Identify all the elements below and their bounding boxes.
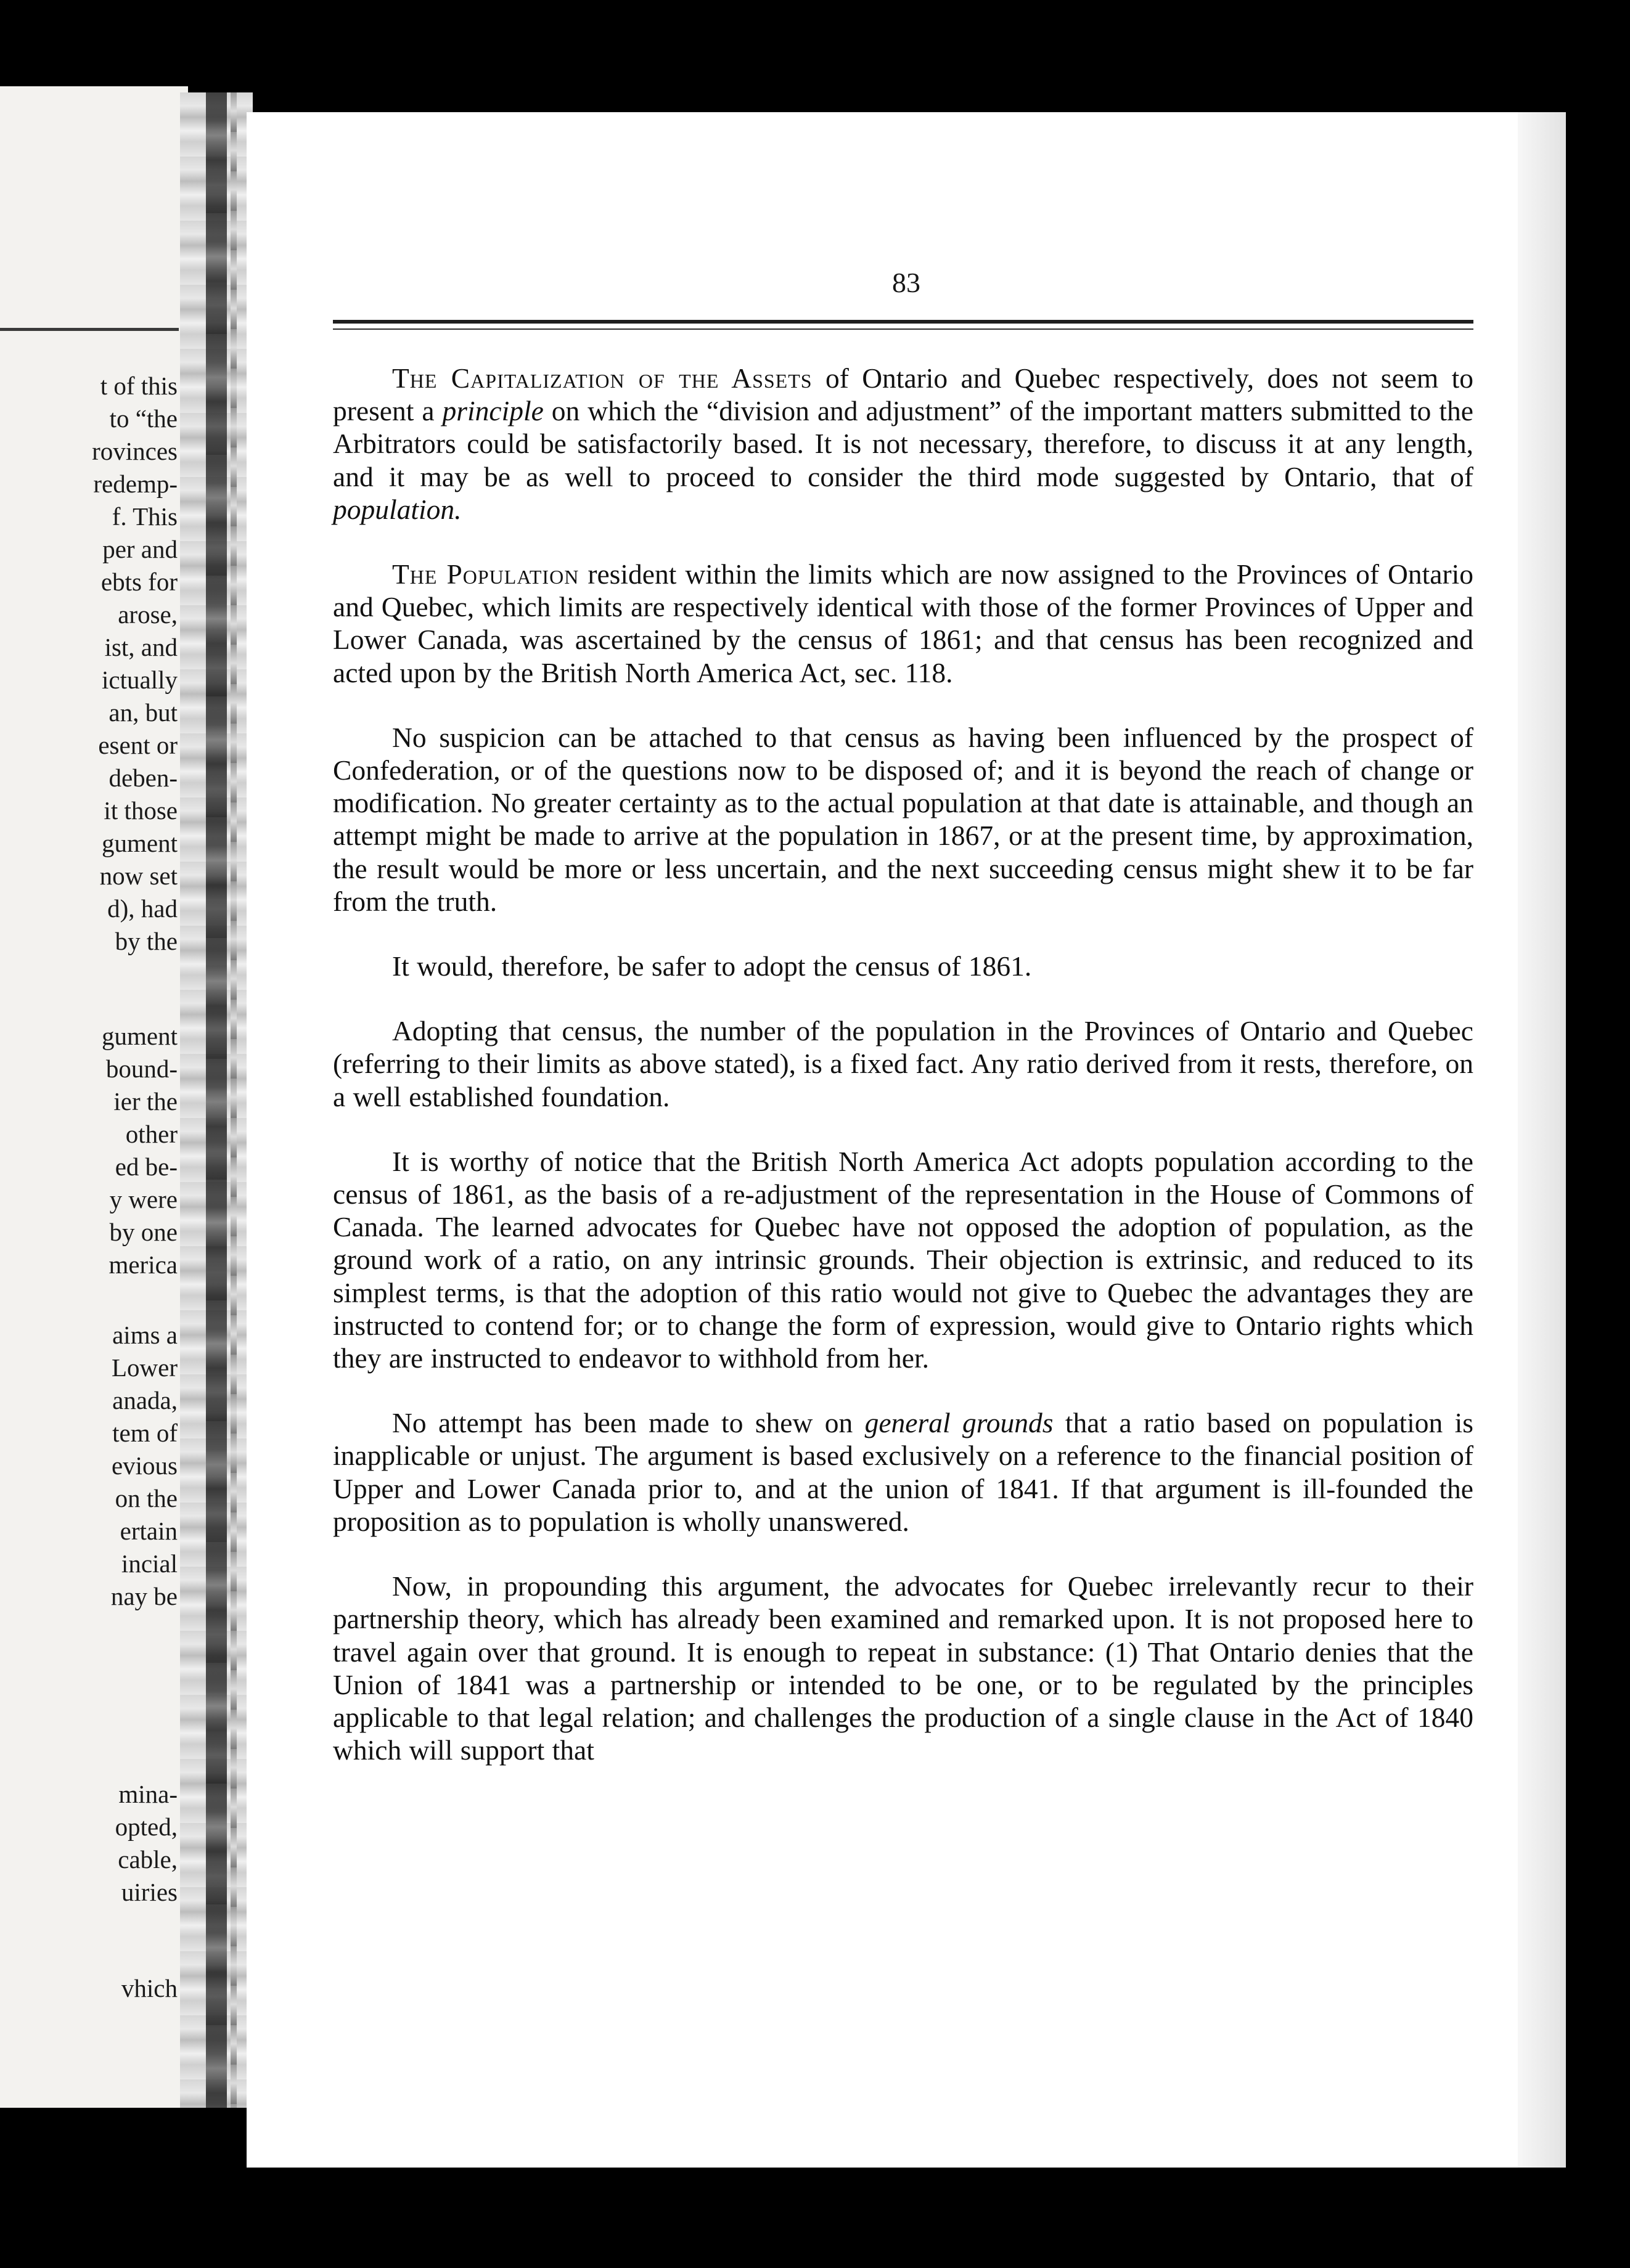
scan-background — [0, 2108, 247, 2268]
previous-page-line-fragment: anada, — [112, 1386, 178, 1414]
previous-page-line-fragment: Lower — [111, 1353, 178, 1382]
page-number: 83 — [892, 267, 920, 298]
previous-page-line-fragment: evious — [111, 1451, 178, 1480]
previous-page-line-fragment: esent or — [98, 731, 178, 759]
previous-page-fragments-mid — [0, 1020, 185, 1281]
page — [247, 112, 1566, 2168]
previous-page-line-fragment: rovinces — [92, 437, 178, 465]
previous-page-line-fragment: merica — [109, 1250, 178, 1279]
previous-page-line-fragment: to “the — [109, 404, 178, 433]
previous-page-line-fragment: other — [125, 1120, 178, 1148]
emphasis-general-grounds: general grounds — [864, 1407, 1054, 1439]
emphasis-principle: principle — [442, 395, 544, 427]
previous-page-fragments-bottom — [0, 1972, 185, 2005]
previous-page-line-fragment: incial — [121, 1549, 178, 1578]
previous-page-line-fragment: cable, — [118, 1845, 178, 1874]
previous-page-line-fragment: aims a — [112, 1321, 178, 1349]
previous-page-line-fragment: t of this — [100, 372, 178, 400]
previous-page-line-fragment: now set — [99, 862, 178, 890]
body-text — [333, 362, 1473, 1766]
previous-page-line-fragment: opted, — [115, 1813, 178, 1841]
page-edge — [1518, 112, 1566, 2168]
previous-page-line-fragment: ebts for — [100, 568, 178, 596]
previous-page-fragments-top — [0, 370, 185, 958]
previous-page-fragments-low — [0, 1319, 185, 1613]
emphasis-population: population. — [333, 493, 462, 525]
paragraph-4: It would, therefore, be safer to adopt the census of 1861. — [392, 950, 1032, 982]
previous-page-line-fragment: by the — [115, 927, 178, 955]
previous-page-line-fragment: an, but — [109, 698, 178, 727]
previous-page-line-fragment: f. This — [112, 502, 178, 531]
previous-page-line-fragment: on the — [115, 1484, 178, 1512]
previous-page-line-fragment: ertain — [120, 1517, 178, 1545]
previous-page-fragments-lower — [0, 1778, 185, 1909]
previous-page-line-fragment: uiries — [121, 1878, 178, 1906]
paragraph-7: No attempt has been made to shew on general grounds that a ratio based on population is inapplicable or unjust. The argument is based exclusively on a reference to the financial position of Upper and Lower Canada prior to, and at the union of 1841. If that argument is ill-founded the proposition as to population is wholly unanswered. — [333, 1407, 1474, 1537]
previous-page-line-fragment: mina- — [118, 1780, 178, 1808]
previous-page-line-fragment: ier the — [113, 1087, 178, 1116]
paragraph-2-lead: The Population — [392, 558, 580, 590]
paragraph-1-lead: The Capitalization of the Assets — [392, 362, 813, 394]
paragraph-1: The Capitalization of the Assets of Ontario and Quebec respectively, does not seem to present a principle on which the “division and adjustment” of the important matters submitted to the Arbitrators could be satisfactorily based. It is not necessary, therefore, to discuss it at any length, and it may be as well to proceed to consider the third mode suggested by Ontario, that of population. — [333, 362, 1473, 525]
previous-page-line-fragment: gument — [102, 1022, 178, 1050]
paragraph-6: It is worthy of notice that the British North America Act adopts population according to the census of 1861, as the basis of a re-adjustment of the representation in the House of Commons of Canada. The learned advocates for Quebec have not opposed the adoption of population, as the ground work of a ratio, on any intrinsic grounds. Their objection is extrinsic, and reduced to its simplest terms, is that the adoption of this ratio would not give to Quebec the advantages they are instructed to contend for; or to change the form of expression, would give to Ontario rights which they are instructed to endeavor to withhold from her. — [333, 1145, 1473, 1374]
paragraph-3: No suspicion can be attached to that census as having been influenced by the prospect of Confederation, or of the questions now to be disposed of; and it is beyond the reach of change or modification. No greater certainty as to the actual population at that date is attainable, and though an attempt might be made to arrive at the population in 1867, or at the present time, by approximation, the result would be more or less uncertain, and the next succeeding census might shew it to be far from the truth. — [333, 721, 1473, 917]
previous-page-line-fragment: vhich — [121, 1974, 178, 2002]
header-double-rule — [333, 320, 1473, 330]
previous-page-line-fragment: deben- — [109, 764, 178, 792]
previous-page-line-fragment: per and — [102, 535, 178, 563]
paragraph-5: Adopting that census, the number of the population in the Provinces of Ontario and Quebec (referring to their limits as above stated), is a fixed fact. Any ratio derived from it rests, therefore, on a well established foundation. — [333, 1015, 1473, 1112]
previous-page-line-fragment: d), had — [107, 894, 178, 923]
paragraph-2: The Population resident within the limits which are now assigned to the Provinces of Ontario and Quebec, which limits are respectively identical with those of the former Provinces of Upper and Lower Canada, was ascertained by the census of 1861; and that census has been recognized and acted upon by the British North America Act, sec. 118. — [333, 558, 1473, 688]
previous-page-line-fragment: arose, — [118, 600, 178, 629]
previous-page-line-fragment: it those — [104, 796, 178, 825]
previous-page — [0, 86, 188, 2108]
previous-page-line-fragment: gument — [102, 829, 178, 857]
previous-page-line-fragment: ictually — [102, 666, 178, 694]
previous-page-line-fragment: ist, and — [104, 633, 178, 661]
previous-page-line-fragment: tem of — [112, 1419, 178, 1447]
previous-page-line-fragment: nay be — [110, 1582, 178, 1610]
paragraph-8: Now, in propounding this argument, the advocates for Quebec irrelevantly recur to their partnership theory, which has already been examined and remarked upon. It is not proposed here to travel again over that ground. It is enough to repeat in substance: (1) That Ontario denies that the Union of 1841 was a partnership or intended to be one, or to be regulated by the principles applicable to that legal relation; and challenges the production of a single clause in the Act of 1840 which will support that — [333, 1570, 1473, 1766]
previous-page-line-fragment: by one — [109, 1218, 178, 1246]
torn-binding-gutter — [180, 92, 253, 2126]
previous-page-line-fragment: ed be- — [115, 1152, 178, 1181]
previous-page-line-fragment: bound- — [105, 1054, 178, 1083]
previous-page-line-fragment: y were — [109, 1185, 178, 1214]
previous-page-line-fragment: redemp- — [93, 470, 178, 498]
previous-page-rule — [0, 328, 179, 331]
